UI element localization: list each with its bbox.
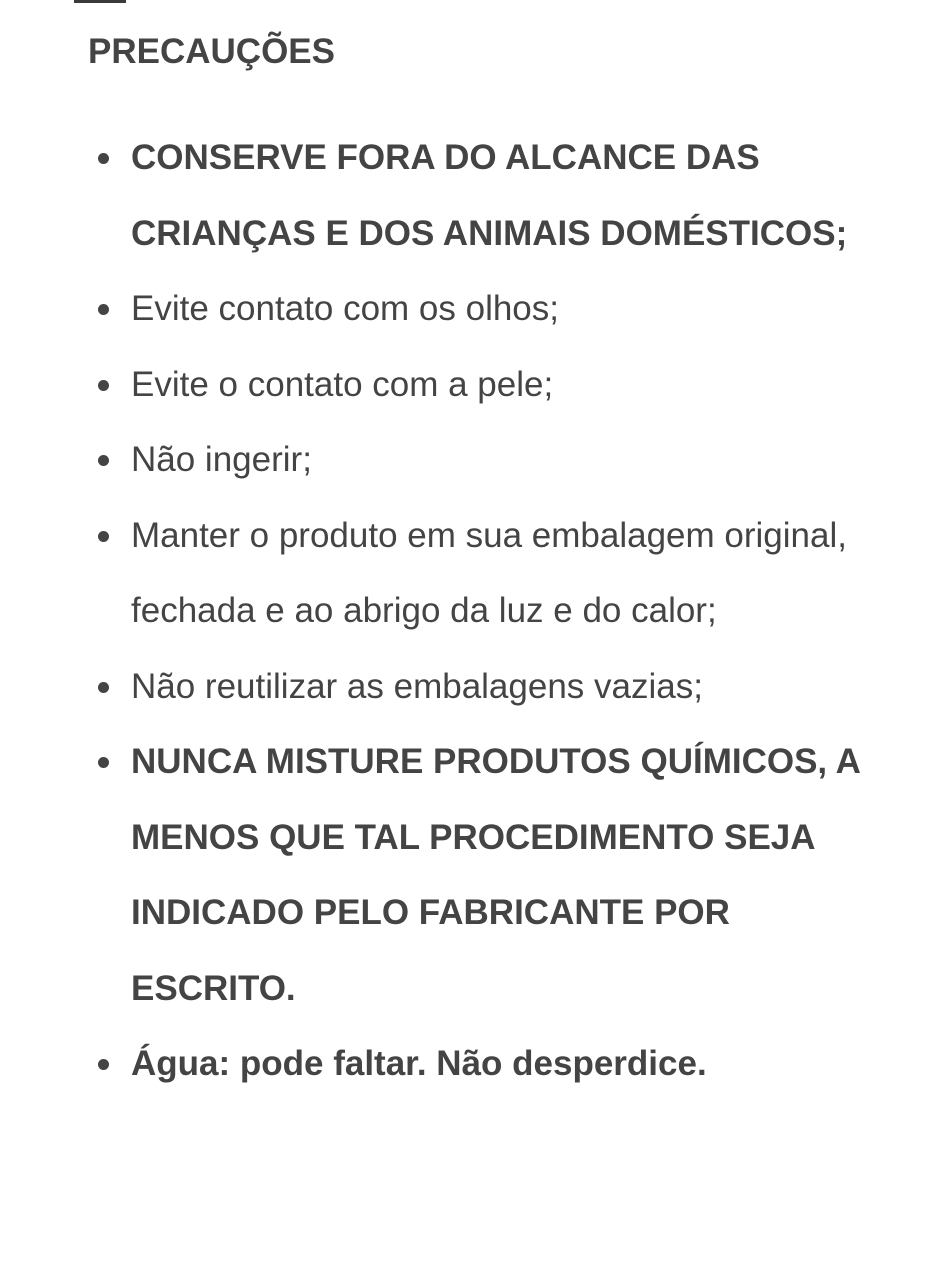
list-item: [0, 271, 860, 347]
section-heading: PRECAUÇÕES: [88, 32, 335, 71]
list-item-text: Evite contato com os olhos;: [131, 289, 559, 328]
list-item-text: Não ingerir;: [131, 440, 312, 479]
list-item: [0, 347, 860, 423]
list-item-text: Água: pode faltar. Não desperdice.: [131, 1044, 707, 1083]
precautions-list: [0, 120, 860, 1102]
list-item: [0, 498, 860, 649]
list-item-text: Evite o contato com a pele;: [131, 364, 554, 404]
top-divider: [74, 0, 126, 3]
bullet-icon: [98, 380, 109, 391]
bullet-icon: [98, 455, 109, 466]
bullet-icon: [98, 531, 109, 542]
list-item-text: NUNCA MISTURE PRODUTOS QUÍMICOS, A MENOS QUE TAL PROCEDIMENTO SEJA INDICADO PELO FABRICANTE POR ESCRITO.: [131, 742, 860, 1008]
list-item: [0, 422, 860, 498]
list-item-text: Manter o produto em sua embalagem original, fechada e ao abrigo da luz e do calor;: [131, 515, 847, 630]
bullet-icon: [98, 682, 109, 693]
bullet-icon: [98, 1059, 109, 1070]
list-item: [0, 724, 860, 1026]
list-item-text: CONSERVE FORA DO ALCANCE DAS CRIANÇAS E DOS ANIMAIS DOMÉSTICOS;: [131, 138, 848, 253]
list-item: [0, 1026, 860, 1102]
bullet-icon: [98, 757, 109, 768]
list-item-text: Não reutilizar as embalagens vazias;: [131, 666, 703, 706]
bullet-icon: [98, 153, 109, 164]
bullet-icon: [98, 304, 109, 315]
list-item: [0, 649, 860, 725]
list-item: [0, 120, 860, 271]
